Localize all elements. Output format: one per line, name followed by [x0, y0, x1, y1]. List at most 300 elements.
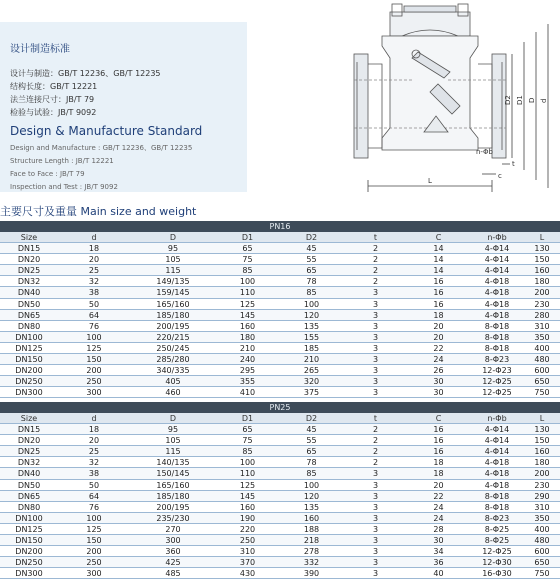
table-cell: DN100	[15, 332, 43, 342]
table-cell: 4-Φ18	[484, 469, 510, 479]
table-cell: 16	[433, 447, 444, 457]
table-row	[0, 243, 560, 254]
table-cell: 20	[433, 321, 444, 331]
table-cell: 3	[372, 321, 379, 331]
table-cell: DN150	[15, 536, 43, 546]
table-row	[0, 568, 560, 579]
table-cell: 200/195	[156, 502, 190, 512]
table-cell: DN20	[17, 255, 41, 265]
table-cell: DN250	[15, 558, 43, 568]
table-cell: 460	[165, 388, 181, 398]
standard-line-cn: 设计与制造：GB/T 12236、GB/T 12235	[10, 69, 161, 78]
table-cell: 3	[372, 388, 379, 398]
table-cell: DN32	[17, 458, 41, 468]
table-cell: 250	[86, 558, 102, 568]
table-cell: 18	[433, 310, 444, 320]
table-cell: 485	[165, 569, 181, 579]
table-cell: 480	[534, 355, 550, 365]
table-cell: 38	[88, 469, 100, 479]
table-cell: 12-Φ25	[482, 388, 512, 398]
table-cell: 425	[165, 558, 181, 568]
table-cell: 125	[239, 480, 256, 490]
column-header: L	[539, 414, 545, 423]
table-cell: 115	[165, 447, 181, 457]
table-cell: 200	[534, 469, 550, 479]
standard-line-cn: 结构长度：GB/T 12221	[10, 82, 98, 91]
table-row	[0, 502, 560, 513]
table-cell: DN65	[17, 491, 41, 501]
table-cell: 2	[372, 244, 379, 254]
table-cell: 350	[534, 513, 550, 523]
table-cell: 600	[534, 366, 550, 376]
table-cell: 8-Φ25	[484, 524, 510, 534]
table-cell: 30	[433, 536, 444, 546]
table-cell: 12-Φ25	[482, 377, 512, 387]
table-cell: 130	[534, 244, 550, 254]
table-cell: 120	[303, 491, 320, 501]
table-cell: 24	[433, 355, 444, 365]
table-cell: 76	[88, 321, 100, 331]
table-cell: 3	[372, 513, 379, 523]
table-cell: 12-Φ25	[482, 547, 512, 557]
table-cell: DN125	[15, 524, 43, 534]
table-cell: DN300	[15, 388, 43, 398]
table-cell: 8-Φ18	[484, 321, 510, 331]
table-cell: 218	[303, 536, 320, 546]
column-header: D	[169, 414, 177, 423]
column-header: n-Φb	[487, 233, 507, 242]
table-row	[0, 424, 560, 435]
table-row	[0, 299, 560, 310]
table-cell: 180	[239, 332, 256, 342]
table-cell: 18	[433, 458, 444, 468]
table-cell: 145	[239, 310, 256, 320]
table-cell: 165/160	[156, 480, 190, 490]
table-cell: 12-Φ30	[482, 558, 512, 568]
table-cell: 240	[239, 355, 256, 365]
column-header: D2	[305, 233, 318, 242]
table-cell: 2	[372, 277, 379, 287]
table-cell: 4-Φ18	[484, 277, 510, 287]
table-cell: DN32	[17, 277, 41, 287]
column-header: D2	[305, 414, 318, 423]
table-cell: 3	[372, 332, 379, 342]
dim-label-c: c	[498, 172, 502, 180]
table-cell: 4-Φ14	[484, 447, 510, 457]
table-cell: 2	[372, 436, 379, 446]
table-cell: 750	[534, 388, 550, 398]
table-cell: 75	[242, 436, 253, 446]
table-cell: 20	[433, 480, 444, 490]
table-cell: 95	[167, 244, 179, 254]
table-cell: 185	[303, 343, 320, 353]
table-cell: 65	[306, 266, 317, 276]
table-row	[0, 480, 560, 491]
table-cell: 16	[433, 425, 444, 435]
table-cell: 100	[303, 480, 320, 490]
table-cell: 150	[86, 536, 102, 546]
table-row	[0, 457, 560, 468]
table-cell: 3	[372, 299, 379, 309]
column-header: L	[539, 233, 545, 242]
table-cell: 370	[239, 558, 256, 568]
table-cell: 16-Φ30	[482, 569, 512, 579]
column-header: C	[435, 414, 442, 423]
table-cell: 310	[534, 321, 550, 331]
table-cell: 4-Φ14	[484, 425, 510, 435]
table-cell: DN15	[17, 425, 41, 435]
column-header: D1	[241, 414, 254, 423]
table-cell: 120	[303, 310, 320, 320]
standard-line-cn: 检验与试验：JB/T 9092	[10, 108, 97, 117]
table-row	[0, 265, 560, 276]
table-cell: 3	[372, 558, 379, 568]
table-cell: 250/245	[156, 343, 190, 353]
table-cell: 150	[534, 436, 550, 446]
table-row	[0, 354, 560, 365]
table-cell: 38	[88, 288, 100, 298]
table-cell: 115	[165, 266, 181, 276]
table-cell: DN300	[15, 569, 43, 579]
table-cell: 3	[372, 343, 379, 353]
table-cell: 14	[433, 244, 444, 254]
table-cell: 125	[239, 299, 256, 309]
table-cell: DN150	[15, 355, 43, 365]
table-cell: 8-Φ23	[484, 355, 510, 365]
table-cell: 50	[88, 299, 100, 309]
table-cell: 18	[433, 469, 444, 479]
table-cell: 28	[433, 524, 444, 534]
table-cell: 64	[88, 491, 100, 501]
table-cell: 65	[306, 447, 317, 457]
table-cell: 310	[239, 547, 256, 557]
table-cell: 100	[303, 299, 320, 309]
table-cell: 332	[303, 558, 320, 568]
table-cell: 160	[239, 502, 256, 512]
table-cell: 100	[86, 513, 102, 523]
column-header: D1	[241, 233, 254, 242]
table-cell: 200	[86, 366, 102, 376]
table-cell: 2	[372, 266, 379, 276]
table-cell: 290	[534, 491, 550, 501]
table-cell: 30	[433, 377, 444, 387]
table-row	[0, 557, 560, 568]
table-cell: 200/195	[156, 321, 190, 331]
table-cell: 3	[372, 491, 379, 501]
valve-cross-section-drawing	[352, 2, 560, 196]
table-cell: 410	[239, 388, 256, 398]
table-cell: 4-Φ18	[484, 480, 510, 490]
table-cell: 45	[306, 244, 317, 254]
table-cell: 22	[433, 343, 444, 353]
table-cell: 3	[372, 547, 379, 557]
table-cell: 50	[88, 480, 100, 490]
table-cell: 480	[534, 536, 550, 546]
table-header-row	[0, 232, 560, 243]
table-cell: 105	[165, 255, 181, 265]
table-row	[0, 276, 560, 287]
standards-title-en: Design & Manufacture Standard	[10, 124, 203, 138]
table-cell: DN200	[15, 547, 43, 557]
table-cell: 188	[303, 524, 320, 534]
table-cell: 8-Φ25	[484, 536, 510, 546]
table-cell: 300	[86, 569, 102, 579]
table-cell: 110	[239, 288, 256, 298]
table-cell: 125	[86, 343, 102, 353]
table-cell: 165/160	[156, 299, 190, 309]
standards-title-cn: 设计制造标准	[10, 44, 70, 55]
table-cell: DN20	[17, 436, 41, 446]
table-cell: 400	[534, 524, 550, 534]
table-cell: 18	[88, 244, 100, 254]
table-cell: 32	[88, 277, 100, 287]
table-cell: 210	[239, 343, 256, 353]
table-cell: DN80	[17, 321, 41, 331]
table-cell: 4-Φ18	[484, 458, 510, 468]
table-cell: 145	[239, 491, 256, 501]
table-cell: DN25	[17, 447, 41, 457]
table-cell: 180	[534, 458, 550, 468]
table-cell: 340/335	[156, 366, 190, 376]
table-row	[0, 254, 560, 265]
standards-list-cn	[10, 67, 247, 119]
table-cell: 250	[239, 536, 256, 546]
table-cell: 135	[303, 321, 320, 331]
dim-label-bolt-holes: n-Φb	[476, 148, 493, 156]
table-cell: 95	[167, 425, 179, 435]
dim-label-t: t	[512, 160, 515, 168]
standard-line-cn: 法兰连接尺寸：JB/T 79	[10, 95, 95, 104]
table-row	[0, 524, 560, 535]
table-cell: 600	[534, 547, 550, 557]
table-cell: 34	[433, 547, 444, 557]
table-cell: 25	[88, 447, 100, 457]
table-cell: 430	[239, 569, 256, 579]
table-cell: 36	[433, 558, 444, 568]
table-cell: 210	[303, 355, 320, 365]
table-row	[0, 491, 560, 502]
table-row	[0, 435, 560, 446]
table-cell: 405	[165, 377, 181, 387]
table-cell: 22	[433, 491, 444, 501]
table-cell: DN250	[15, 377, 43, 387]
table-cell: 76	[88, 502, 100, 512]
table-cell: 16	[433, 299, 444, 309]
table-row	[0, 446, 560, 457]
standard-line-en: Face to Face : JB/T 79	[10, 170, 85, 178]
table-cell: 235/230	[156, 513, 190, 523]
table-cell: 3	[372, 310, 379, 320]
table-cell: 2	[372, 447, 379, 457]
table-cell: 55	[306, 255, 317, 265]
dim-label-l: L	[428, 177, 432, 185]
pressure-band-pn16: PN16	[0, 221, 560, 232]
size-table-pn16	[0, 221, 560, 398]
table-cell: 100	[239, 458, 256, 468]
column-header: Size	[20, 414, 38, 423]
table-cell: 360	[165, 547, 181, 557]
table-cell: DN50	[17, 480, 41, 490]
standard-line-en: Structure Length : JB/T 12221	[10, 157, 114, 165]
table-cell: DN50	[17, 299, 41, 309]
table-cell: 85	[242, 447, 253, 457]
size-table-pn25	[0, 402, 560, 579]
table-cell: 55	[306, 436, 317, 446]
table-cell: 230	[534, 480, 550, 490]
table-cell: 149/135	[156, 277, 190, 287]
table-cell: 355	[239, 377, 256, 387]
column-header: t	[373, 414, 378, 423]
table-cell: 390	[303, 569, 320, 579]
table-cell: 16	[433, 277, 444, 287]
table-row	[0, 343, 560, 354]
table-cell: 150	[86, 355, 102, 365]
table-cell: 160	[534, 447, 550, 457]
table-cell: 8-Φ18	[484, 332, 510, 342]
table-cell: 20	[88, 436, 100, 446]
table-cell: 200	[86, 547, 102, 557]
table-cell: DN40	[17, 469, 41, 479]
table-cell: 64	[88, 310, 100, 320]
table-row	[0, 546, 560, 557]
table-cell: 750	[534, 569, 550, 579]
table-body	[0, 243, 560, 398]
column-header: D	[169, 233, 177, 242]
table-cell: 78	[306, 458, 317, 468]
table-cell: 45	[306, 425, 317, 435]
table-cell: 2	[372, 425, 379, 435]
table-cell: 24	[433, 513, 444, 523]
table-cell: 3	[372, 569, 379, 579]
table-cell: 125	[86, 524, 102, 534]
table-cell: 150/145	[156, 469, 190, 479]
table-cell: 135	[303, 502, 320, 512]
table-cell: 3	[372, 288, 379, 298]
column-header: d	[91, 414, 97, 423]
table-cell: 4-Φ14	[484, 436, 510, 446]
table-cell: 160	[303, 513, 320, 523]
column-header: t	[373, 233, 378, 242]
table-cell: 650	[534, 377, 550, 387]
table-cell: 160	[534, 266, 550, 276]
table-cell: 20	[433, 332, 444, 342]
table-cell: 155	[303, 332, 320, 342]
table-cell: 100	[239, 277, 256, 287]
table-cell: 230	[534, 299, 550, 309]
table-cell: 4-Φ18	[484, 288, 510, 298]
table-cell: 30	[433, 388, 444, 398]
table-cell: 25	[88, 266, 100, 276]
table-cell: 3	[372, 480, 379, 490]
table-cell: 4-Φ14	[484, 244, 510, 254]
table-cell: DN25	[17, 266, 41, 276]
table-row	[0, 513, 560, 524]
table-cell: 130	[534, 425, 550, 435]
table-cell: 16	[433, 436, 444, 446]
table-cell: 110	[239, 469, 256, 479]
table-row	[0, 332, 560, 343]
standard-line-en: Design and Manufacture : GB/T 12236、GB/T 12235	[10, 144, 193, 152]
table-cell: 3	[372, 366, 379, 376]
table-row	[0, 387, 560, 398]
table-cell: 180	[534, 277, 550, 287]
table-cell: 310	[534, 502, 550, 512]
table-cell: 4-Φ18	[484, 310, 510, 320]
table-cell: 3	[372, 524, 379, 534]
table-cell: DN200	[15, 366, 43, 376]
table-row	[0, 535, 560, 546]
table-cell: 8-Φ18	[484, 343, 510, 353]
table-cell: 278	[303, 547, 320, 557]
column-header: d	[91, 233, 97, 242]
table-cell: 100	[86, 332, 102, 342]
table-cell: 3	[372, 502, 379, 512]
table-cell: 20	[88, 255, 100, 265]
standard-line-en: Inspection and Test : JB/T 9092	[10, 183, 118, 191]
table-cell: 85	[306, 469, 317, 479]
table-cell: 4-Φ14	[484, 266, 510, 276]
table-row	[0, 468, 560, 479]
pressure-band-pn25: PN25	[0, 402, 560, 413]
table-cell: 12-Φ23	[482, 366, 512, 376]
table-cell: 3	[372, 355, 379, 365]
section-title: 主要尺寸及重量 Main size and weight	[0, 205, 197, 218]
standards-panel	[0, 22, 247, 192]
table-cell: DN65	[17, 310, 41, 320]
column-header: C	[435, 233, 442, 242]
table-cell: 190	[239, 513, 256, 523]
table-cell: 140/135	[156, 458, 190, 468]
dim-label-small-d: d	[540, 98, 548, 103]
table-body	[0, 424, 560, 579]
table-cell: 400	[534, 343, 550, 353]
table-cell: DN40	[17, 288, 41, 298]
table-row	[0, 310, 560, 321]
table-cell: 160	[239, 321, 256, 331]
table-cell: 3	[372, 536, 379, 546]
table-cell: 185/180	[156, 491, 190, 501]
dim-label-d2: D2	[504, 95, 512, 105]
table-cell: 270	[165, 524, 181, 534]
table-cell: 300	[86, 388, 102, 398]
table-cell: 375	[303, 388, 320, 398]
table-cell: 350	[534, 332, 550, 342]
table-cell: 265	[303, 366, 320, 376]
table-cell: 14	[433, 266, 444, 276]
table-cell: 16	[433, 288, 444, 298]
table-row	[0, 321, 560, 332]
table-cell: 3	[372, 469, 379, 479]
table-cell: 85	[242, 266, 253, 276]
table-row	[0, 287, 560, 298]
table-row	[0, 376, 560, 387]
table-cell: 3	[372, 377, 379, 387]
table-cell: 220/215	[156, 332, 190, 342]
dim-label-d: D	[528, 97, 536, 103]
table-cell: 65	[242, 425, 253, 435]
table-cell: 26	[433, 366, 444, 376]
table-cell: 220	[239, 524, 256, 534]
table-cell: 4-Φ14	[484, 255, 510, 265]
table-cell: 75	[242, 255, 253, 265]
table-cell: 105	[165, 436, 181, 446]
table-cell: 650	[534, 558, 550, 568]
table-cell: DN80	[17, 502, 41, 512]
column-header: Size	[20, 233, 38, 242]
table-cell: 8-Φ23	[484, 513, 510, 523]
table-cell: 295	[239, 366, 256, 376]
table-cell: 18	[88, 425, 100, 435]
